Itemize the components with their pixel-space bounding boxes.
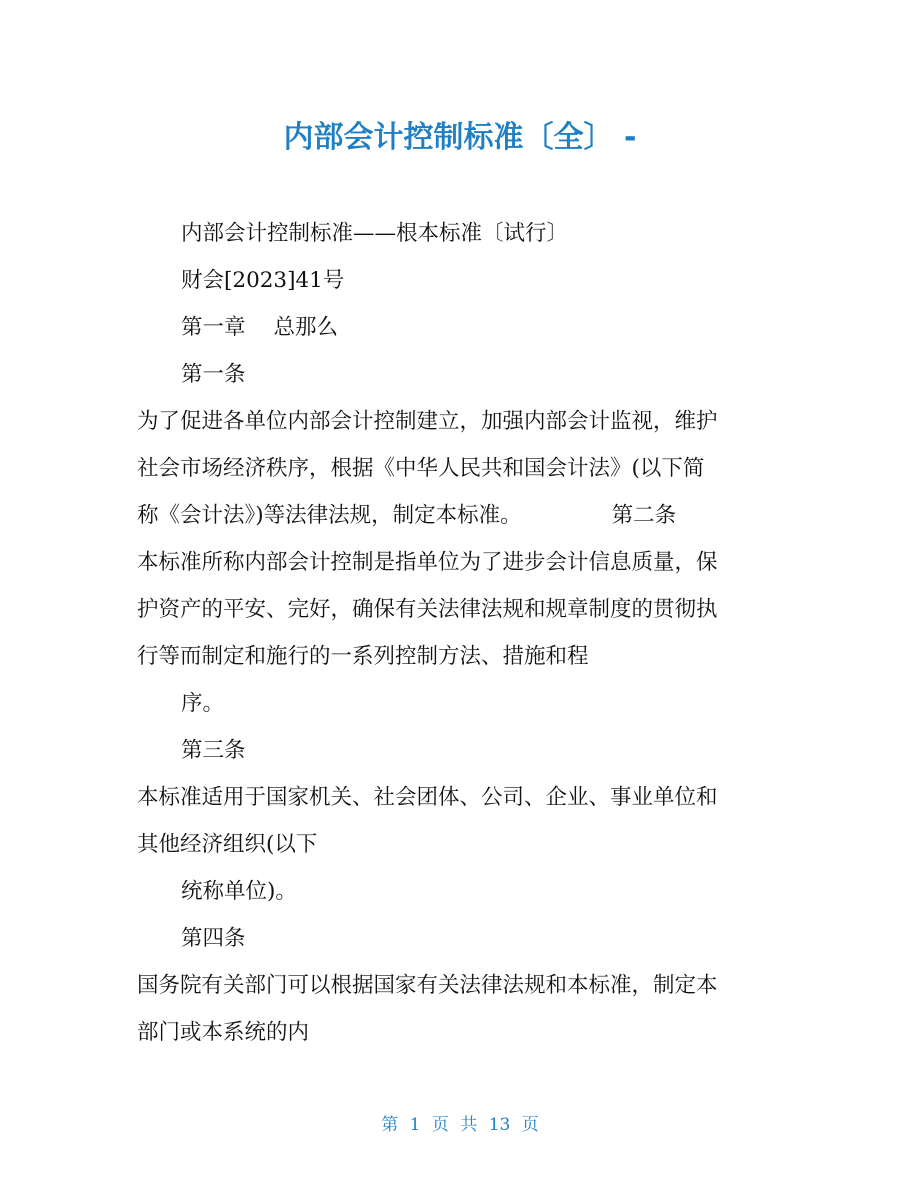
subtitle-line: 内部会计控制标准——根本标准〔试行〕 <box>181 221 569 246</box>
paragraph-line: 统称单位)。 <box>181 879 297 904</box>
paragraph-line: 序。 <box>181 691 225 716</box>
document-body <box>137 210 787 1056</box>
paragraph-line: 部门或本系统的内 <box>137 1020 310 1045</box>
article-heading-2: 第二条 <box>611 503 677 528</box>
paragraph-line: 其他经济组织(以下 <box>137 832 318 857</box>
paragraph-line: 本标准适用于国家机关、社会团体、公司、企业、事业单位和 <box>137 785 718 810</box>
paragraph-line: 社会市场经济秩序，根据《中华人民共和国会计法》(以下简 <box>137 456 705 481</box>
chapter-heading: 第一章 总那么 <box>181 315 339 340</box>
paragraph-line: 国务院有关部门可以根据国家有关法律法规和本标准，制定本 <box>137 973 718 998</box>
paragraph-line: 本标准所称内部会计控制是指单位为了进步会计信息质量，保 <box>137 550 718 575</box>
paragraph-line: 护资产的平安、完好，确保有关法律法规和规章制度的贯彻执 <box>137 597 718 622</box>
paragraph-line: 称《会计法》)等法律法规，制定本标准。 第二条 <box>137 503 677 528</box>
document-number-line: 财会[2023]41号 <box>181 268 345 293</box>
paragraph-line: 行等而制定和施行的一系列控制方法、措施和程 <box>137 644 589 669</box>
article-heading-1: 第一条 <box>181 362 246 387</box>
page-footer: 第 1 页 共 13 页 <box>381 1115 539 1135</box>
paragraph-line: 为了促进各单位内部会计控制建立，加强内部会计监视，维护 <box>137 409 718 434</box>
article-heading-3: 第三条 <box>181 738 246 763</box>
document-title: 内部会计控制标准〔全〕 - <box>283 120 637 155</box>
article-heading-4: 第四条 <box>181 926 246 951</box>
